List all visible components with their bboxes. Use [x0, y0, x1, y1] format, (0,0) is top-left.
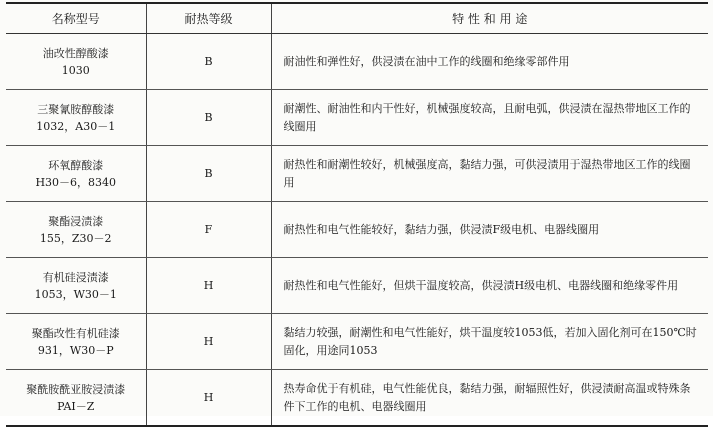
name-cell: [6, 146, 146, 202]
product-name: 油改性醇酸漆: [42, 46, 109, 60]
usage-cell: 耐热性和电气性能好，但烘干温度较高，供浸渍H级电机、电器线圈和绝缘零件用: [271, 258, 708, 314]
product-model: 155，Z30－2: [39, 231, 112, 245]
product-name: 聚酯浸渍漆: [48, 214, 104, 228]
heat-grade-cell: F: [146, 202, 271, 258]
name-cell: [6, 258, 146, 314]
name-cell: [6, 90, 146, 146]
heat-grade-cell: B: [146, 90, 271, 146]
insulating-varnish-table: [6, 2, 708, 427]
header-name-model: 名称型号: [6, 3, 146, 34]
heat-grade-cell: H: [146, 370, 271, 427]
heat-grade-cell: H: [146, 314, 271, 370]
table-row: [6, 370, 708, 427]
product-name: 三聚氰胺醇酸漆: [37, 102, 115, 116]
product-name: 环氧醇酸漆: [48, 158, 104, 172]
name-cell: [6, 34, 146, 90]
product-model: 1053，W30－1: [34, 287, 117, 301]
usage-cell: 黏结力较强，耐潮性和电气性能好，烘干温度较1053低，若加入固化剂可在150℃时固化，用途同1053: [271, 314, 708, 370]
header-heat-grade: 耐热等级: [146, 3, 271, 34]
heat-grade-cell: B: [146, 34, 271, 90]
table-row: [6, 34, 708, 90]
product-model: 931，W30－P: [37, 343, 114, 357]
header-properties-usage: 特 性 和 用 途: [271, 3, 708, 34]
table-header-row: [6, 3, 708, 34]
usage-cell: 耐潮性、耐油性和内干性好，机械强度较高，且耐电弧，供浸渍在湿热带地区工作的线圈用: [271, 90, 708, 146]
usage-cell: 热寿命优于有机硅，电气性能优良，黏结力强，耐辐照性好，供浸渍耐高温或特殊条件下工作的电机、电器线圈用: [271, 370, 708, 427]
name-cell: [6, 314, 146, 370]
table-row: [6, 90, 708, 146]
usage-cell: 耐油性和弹性好，供浸渍在油中工作的线圈和绝缘零部件用: [271, 34, 708, 90]
product-name: 聚酰胺酰亚胺浸渍漆: [26, 382, 126, 396]
table-row: [6, 146, 708, 202]
product-name: 有机硅浸渍漆: [42, 270, 109, 284]
product-model: 1030: [61, 63, 90, 77]
product-name: 聚酯改性有机硅漆: [31, 326, 120, 340]
usage-cell: 耐热性和电气性能较好，黏结力强，供浸渍F级电机、电器线圈用: [271, 202, 708, 258]
product-model: H30－6，8340: [35, 175, 117, 189]
heat-grade-cell: H: [146, 258, 271, 314]
name-cell: [6, 202, 146, 258]
name-cell: [6, 370, 146, 427]
table-row: [6, 314, 708, 370]
table-row: [6, 258, 708, 314]
usage-cell: 耐热性和耐潮性较好，机械强度高，黏结力强，可供浸渍用于湿热带地区工作的线圈用: [271, 146, 708, 202]
product-model: 1032，A30－1: [36, 119, 116, 133]
table-row: [6, 202, 708, 258]
product-model: PAI－Z: [57, 399, 95, 413]
heat-grade-cell: B: [146, 146, 271, 202]
